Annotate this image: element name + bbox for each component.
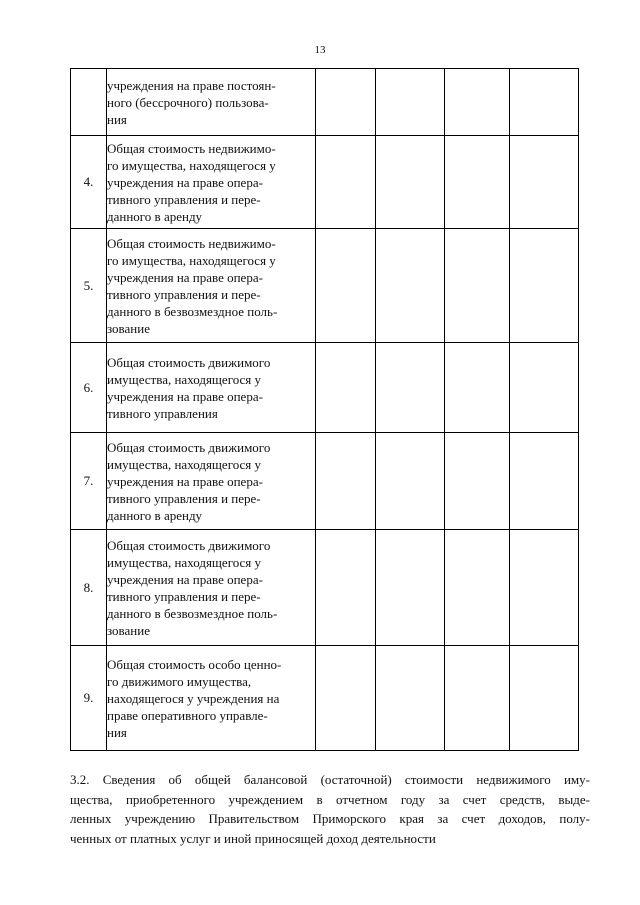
value-cell xyxy=(510,530,579,646)
description-line: имущества, находящегося у xyxy=(107,456,262,472)
paragraph-line: 3.2. Сведения об общей балансовой (остаточной) стоимости недвижимого иму- xyxy=(70,772,590,787)
description-line: тивного управления и пере- xyxy=(107,490,261,506)
value-cell xyxy=(445,69,510,136)
table-row xyxy=(71,343,579,433)
description-line: тивного управления и пере- xyxy=(107,588,261,604)
row-number: 6. xyxy=(71,343,107,433)
row-description xyxy=(107,343,316,433)
table-row xyxy=(71,69,579,136)
row-description xyxy=(107,646,316,751)
value-cell xyxy=(316,229,376,343)
property-value-table xyxy=(70,68,579,751)
row-number: 4. xyxy=(71,136,107,229)
row-number: 9. xyxy=(71,646,107,751)
description-line: праве оперативного управле- xyxy=(107,707,268,723)
row-number xyxy=(71,69,107,136)
value-cell xyxy=(510,646,579,751)
description-line: учреждения на праве опера- xyxy=(107,269,263,285)
table-row xyxy=(71,530,579,646)
description-line: Общая стоимость движимого xyxy=(107,354,271,370)
value-cell xyxy=(445,433,510,530)
description-line: тивного управления xyxy=(107,405,218,421)
description-line: данного в аренду xyxy=(107,507,203,523)
description-line: Общая стоимость особо ценно- xyxy=(107,656,282,672)
value-cell xyxy=(376,136,445,229)
paragraph-line: щества, приобретенного учреждением в отчетном году за счет средств, выде- xyxy=(70,791,590,807)
value-cell xyxy=(316,433,376,530)
value-cell xyxy=(445,229,510,343)
description-line: ния xyxy=(107,111,127,127)
row-description xyxy=(107,530,316,646)
description-line: го движимого имущества, xyxy=(107,673,252,689)
description-line: учреждения на праве опера- xyxy=(107,174,263,190)
value-cell xyxy=(445,136,510,229)
description-line: Общая стоимость недвижимо- xyxy=(107,140,276,156)
description-line: Общая стоимость движимого xyxy=(107,439,271,455)
page-number: 13 xyxy=(314,44,326,56)
value-cell xyxy=(316,343,376,433)
description-line: учреждения на праве опера- xyxy=(107,388,263,404)
value-cell xyxy=(376,343,445,433)
description-line: имущества, находящегося у xyxy=(107,554,262,570)
description-line: находящегося у учреждения на xyxy=(107,690,280,706)
row-number: 5. xyxy=(71,229,107,343)
value-cell xyxy=(510,343,579,433)
value-cell xyxy=(510,433,579,530)
description-line: данного в безвозмездное поль- xyxy=(107,303,278,319)
value-cell xyxy=(316,136,376,229)
description-line: Общая стоимость недвижимо- xyxy=(107,235,276,251)
paragraph-line: ленных учреждению Правительством Приморского края за счет доходов, полу- xyxy=(70,811,590,826)
value-cell xyxy=(445,646,510,751)
value-cell xyxy=(445,530,510,646)
description-line: тивного управления и пере- xyxy=(107,191,261,207)
description-line: го имущества, находящегося у xyxy=(107,157,276,173)
description-line: Общая стоимость движимого xyxy=(107,537,271,553)
description-line: учреждения на праве опера- xyxy=(107,571,263,587)
description-line: ного (бессрочного) пользова- xyxy=(107,94,269,110)
paragraph-line: ченных от платных услуг и иной приносящей доход деятельности xyxy=(70,830,436,846)
value-cell xyxy=(510,69,579,136)
description-line: зование xyxy=(107,622,150,638)
description-line: данного в безвозмездное поль- xyxy=(107,605,278,621)
row-number: 7. xyxy=(71,433,107,530)
value-cell xyxy=(376,69,445,136)
value-cell xyxy=(376,646,445,751)
value-cell xyxy=(376,433,445,530)
description-line: данного в аренду xyxy=(107,208,203,224)
table-row xyxy=(71,646,579,751)
value-cell xyxy=(510,229,579,343)
row-description xyxy=(107,229,316,343)
value-cell xyxy=(445,343,510,433)
row-number: 8. xyxy=(71,530,107,646)
table-row xyxy=(71,433,579,530)
description-line: тивного управления и пере- xyxy=(107,286,261,302)
value-cell xyxy=(376,530,445,646)
description-line: ния xyxy=(107,724,127,740)
description-line: учреждения на праве опера- xyxy=(107,473,263,489)
value-cell xyxy=(510,136,579,229)
table-row xyxy=(71,229,579,343)
description-line: учреждения на праве постоян- xyxy=(107,77,276,93)
description-line: зование xyxy=(107,320,150,336)
value-cell xyxy=(316,646,376,751)
row-description xyxy=(107,433,316,530)
value-cell xyxy=(316,69,376,136)
row-description xyxy=(107,136,316,229)
section-paragraph xyxy=(70,770,590,848)
value-cell xyxy=(376,229,445,343)
value-cell xyxy=(316,530,376,646)
row-description xyxy=(107,69,316,136)
description-line: го имущества, находящегося у xyxy=(107,252,276,268)
table-row xyxy=(71,136,579,229)
description-line: имущества, находящегося у xyxy=(107,371,262,387)
